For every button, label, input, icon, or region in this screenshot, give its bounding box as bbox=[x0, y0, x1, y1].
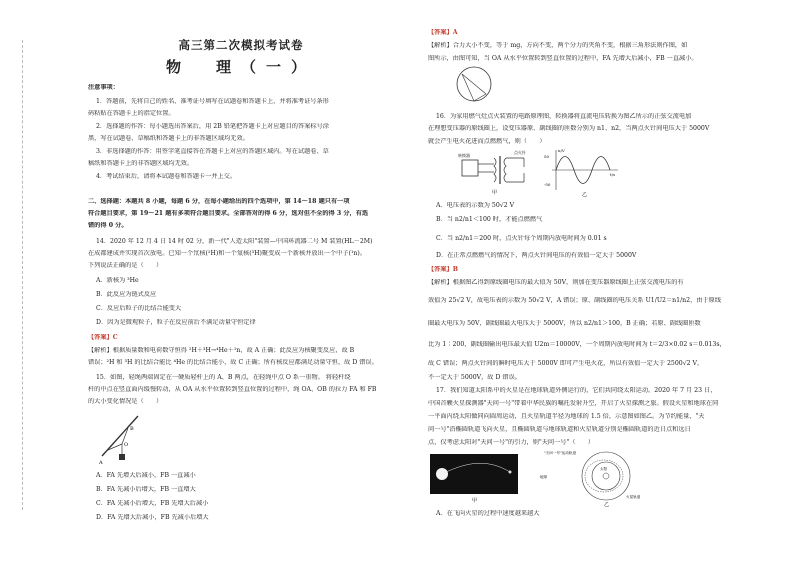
notes-heading: 注意事项： bbox=[88, 84, 119, 91]
q14-answer: 【答案】C bbox=[88, 334, 118, 341]
q16-analysis: 比为 1∶200，副线圈输出电压最大值 U2m＝10000V，一个周期内放电时间为 t＝2/3×0.02 s＝0.013s， bbox=[428, 341, 726, 348]
q17-label-earth: 地球 bbox=[540, 475, 548, 479]
q15-label-o: O bbox=[124, 442, 129, 448]
q16-stem: 就会产生电火花进而点燃燃气，则（ ） bbox=[428, 138, 546, 145]
q15-option: C．FA 先减小后增大，FB 先增大后减小 bbox=[96, 500, 209, 507]
q17-label-jia: 甲 bbox=[472, 498, 478, 504]
q15-label-b: B bbox=[130, 426, 134, 432]
q16-answer: 【答案】B bbox=[428, 266, 458, 273]
q15-option: D．FA 先增大后减小，FB 先减小后增大 bbox=[96, 514, 209, 521]
q17-orbit-figure bbox=[540, 448, 650, 508]
note-line: 稿纸和答题卡上的非答题区域均无效。 bbox=[88, 160, 194, 167]
note-line: 1．答题前，先将自己的姓名、准考证号填写在试题卷和答题卡上，并将准考证号条形 bbox=[96, 98, 329, 105]
q16-option: C．当 n2/n1＝200 时，点火针每个周期内放电时间为 0.01 s bbox=[436, 235, 607, 242]
section-heading: 二、选择题：本题共 8 小题，每题 6 分，在每小题给出的四个选项中，第 14～18 题只有一项 bbox=[88, 198, 350, 205]
q16-analysis: 故 C 错误；两点火针间的瞬时电压大于 5000V 即可产生电火花，所以有效值一定大于 2500√2 V， bbox=[428, 360, 704, 367]
q16-option: B．当 n2/n1＜100 时，才能点燃燃气 bbox=[436, 216, 543, 223]
q16-stem: 在理想变压器的原线圈上，设变压器原、副线圈的匝数分别为 n1、n2，当两点火针间电压大于 5000V bbox=[428, 125, 710, 132]
q14-stem: 在成都建成并实现首次放电。已知一个氘核(²H)和一个氚核(³H)聚变成一个新核并放出一个中子(¹n)。 bbox=[88, 250, 367, 257]
q15-stem: 的大小变化情况是（ ） bbox=[88, 398, 163, 405]
q16-analysis: 效值为 25√2 V，故电压表的示数为 50√2 V，A 错误；原、副线圈的电压关系 U1/U2＝n1/n2，由于原线 bbox=[428, 297, 722, 304]
q14-analysis: 【解析】根据质量数和电荷数守恒得 ²H＋³H→⁴He＋¹n，故 A 正确；此反应为核聚变反应，故 B bbox=[88, 347, 355, 354]
q17-stem: 问一号"沿椭圆轨道飞向火星，且椭圆轨道与地球轨道和火星轨道分别是椭圆轨道的近日点和远日 bbox=[428, 426, 691, 433]
q15-analysis: 图所示，由图可知，当 OA 从水平位置转到竖直位置的过程中，FA 先增大后减小，FB 一直减小。 bbox=[428, 55, 698, 62]
q14-stem: 14．2020 年 12 月 4 日 14 时 02 分，新一代"人造太阳"装置—中国环流器二号 M 装置(HL－2M) bbox=[96, 238, 373, 245]
section-heading: 符合题目要求，第 19～21 题有多项符合题目要求。全部答对的得 6 分，选对但不全的得 3 分，有选 bbox=[88, 210, 369, 217]
q15-stem: 杆的中点在竖直面内缓慢转动，从 OA 从水平位置转到竖直位置的过程中，绳 OA、OB 的拉力 FA 和 FB bbox=[88, 386, 377, 393]
q14-option: C．反应后粒子的比结合能变大 bbox=[96, 305, 182, 312]
q16-analysis: 圈最大电压为 50V，副线圈最大电压大于 5000V，所以 n2/n1＞100，B 正确；若原、副线圈匝数 bbox=[428, 320, 701, 327]
q16-stem: 16．为家用燃气灶点火装置的电路原理图，转换器将直流电压转换为图乙所示的正弦交流电加 bbox=[436, 113, 692, 120]
q16-sine-graph bbox=[544, 146, 622, 198]
note-line: 码粘贴在答题卡上的指定位置。 bbox=[88, 110, 175, 117]
q14-option: A．新核为 ³He bbox=[96, 277, 139, 284]
q17-label-yi: 乙 bbox=[604, 502, 610, 508]
q17-option: A．在飞向火星的过程中速度越来越大 bbox=[436, 510, 540, 517]
q16-circuit-figure bbox=[458, 146, 538, 198]
q16-label-yi: 乙 bbox=[582, 192, 588, 198]
q16-label-converter: 转换器 bbox=[458, 153, 470, 158]
q15-answer: 【答案】A bbox=[428, 29, 458, 36]
q17-label-mars-orbit: 火星轨道 bbox=[626, 495, 641, 499]
q16-option: D．在正常点燃燃气的情况下，两点火针间电压的有效值一定大于 5000V bbox=[436, 252, 637, 259]
note-line: 黑，写在试题卷、草稿纸和答题卡上的非答题区域均无效。 bbox=[88, 135, 249, 142]
q15-option: A．FA 先增大后减小，FB 一直减小 bbox=[96, 472, 196, 479]
q14-option: B．此反应为链式反应 bbox=[96, 291, 157, 298]
q16-option: A．电压表的示数为 50√2 V bbox=[436, 202, 515, 209]
q15-rod-figure bbox=[98, 410, 146, 470]
q17-stem: 一平面内绕太阳做同向圆周运动，且火星轨道半径为地球的 1.5 倍，示意图如图乙。为节约能量，"天 bbox=[428, 413, 705, 420]
q17-stem: 17．我们知道太阳系中的火星是在地球轨道外侧运行的，它们共同绕太阳运动。2020 年 7 月 23 日， bbox=[436, 387, 717, 394]
note-line: 4．考试结束后，请将本试题卷和答题卡一并上交。 bbox=[96, 173, 237, 180]
q15-force-circle-figure bbox=[454, 64, 494, 104]
binding-margin-line bbox=[22, 40, 23, 510]
q16-tick-50: 50 bbox=[544, 154, 550, 159]
section-heading: 错的得 0 分。 bbox=[88, 222, 128, 229]
q17-label-sun: 太阳 bbox=[600, 467, 608, 471]
q15-label-a: A bbox=[99, 460, 103, 466]
q15-analysis: 【解析】合力大小不变，等于 mg，方向不变，两个分力的夹角不变，根据三角形法则作图，如 bbox=[428, 42, 688, 49]
note-line: 3．非选择题的作答：用签字笔直接答在答题卡上对应的答题区域内。写在试题卷、草 bbox=[96, 148, 329, 155]
q17-photo-figure bbox=[430, 450, 520, 504]
q14-stem: 下列说法正确的是（ ） bbox=[88, 262, 163, 269]
q16-tick-neg50: -50 bbox=[544, 182, 551, 187]
note-line: 2．选择题的作答：每小题选出答案后，用 2B 铅笔把答题卡上对应题目的答案标号涂 bbox=[96, 123, 329, 130]
q16-label-jia: 甲 bbox=[492, 190, 498, 196]
q17-stem: 中国首颗火星探测器"天问一号"带着中华民族的嘱托发射升空，开启了火星探测之旅。假设火星和地球在同 bbox=[428, 400, 719, 407]
q16-axis-u: u/V bbox=[558, 148, 565, 153]
q17-stem: 点，仅考虑太阳对"天问一号"的引力，则"天问一号"（ ） bbox=[428, 439, 595, 446]
q14-analysis: 错误；²H 和 ³H 的比结合能比 ⁴He 的比结合能小，故 C 正确；所有核反应都满足动量守恒，故 D 错误。 bbox=[88, 359, 378, 366]
q16-analysis: 【解析】根据图乙得到原线圈电压的最大值为 50V，则加在变压器原线圈上正弦交流电压的有 bbox=[428, 279, 684, 286]
q16-analysis: 不一定大于 5000V，故 D 错误。 bbox=[428, 374, 521, 381]
q15-option: B．FA 先减小后增大，FB 一直增大 bbox=[96, 486, 196, 493]
q14-option: D．因为是微观粒子，粒子在反应前后不满足动量守恒定律 bbox=[96, 319, 256, 326]
q16-axis-t: t/s bbox=[610, 172, 616, 177]
q16-label-igniter: 点火针 bbox=[514, 150, 526, 155]
q17-label-trajectory: "天问一号"运动轨迹 bbox=[544, 451, 577, 455]
exam-subtitle: 物 理（一） bbox=[165, 58, 316, 76]
exam-title: 高三第二次模拟考试卷 bbox=[178, 38, 304, 52]
q15-stem: 15．如图，轻绳两端固定在一硬质轻杆上的 A、B 两点，在轻绳中点 O 系一重物。 将轻杆绕 bbox=[96, 374, 351, 381]
